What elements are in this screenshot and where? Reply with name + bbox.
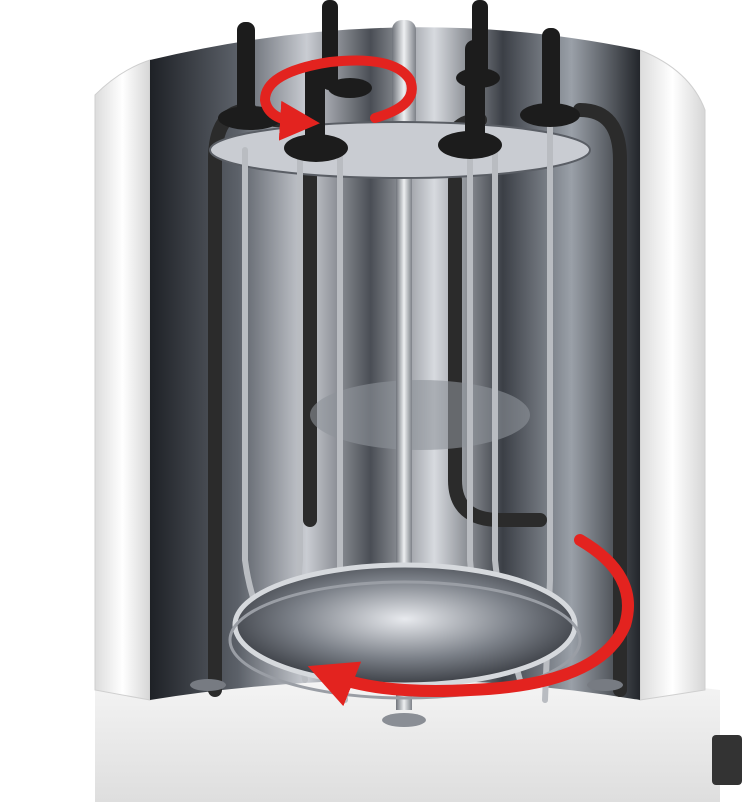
power-connector <box>712 735 742 785</box>
housing-left-wall <box>95 60 150 700</box>
housing-right-wall <box>640 50 705 700</box>
element-foot-left <box>190 679 226 691</box>
rod-foot <box>382 713 426 727</box>
element-foot-right <box>587 679 623 691</box>
top-holder-plate <box>210 122 590 178</box>
